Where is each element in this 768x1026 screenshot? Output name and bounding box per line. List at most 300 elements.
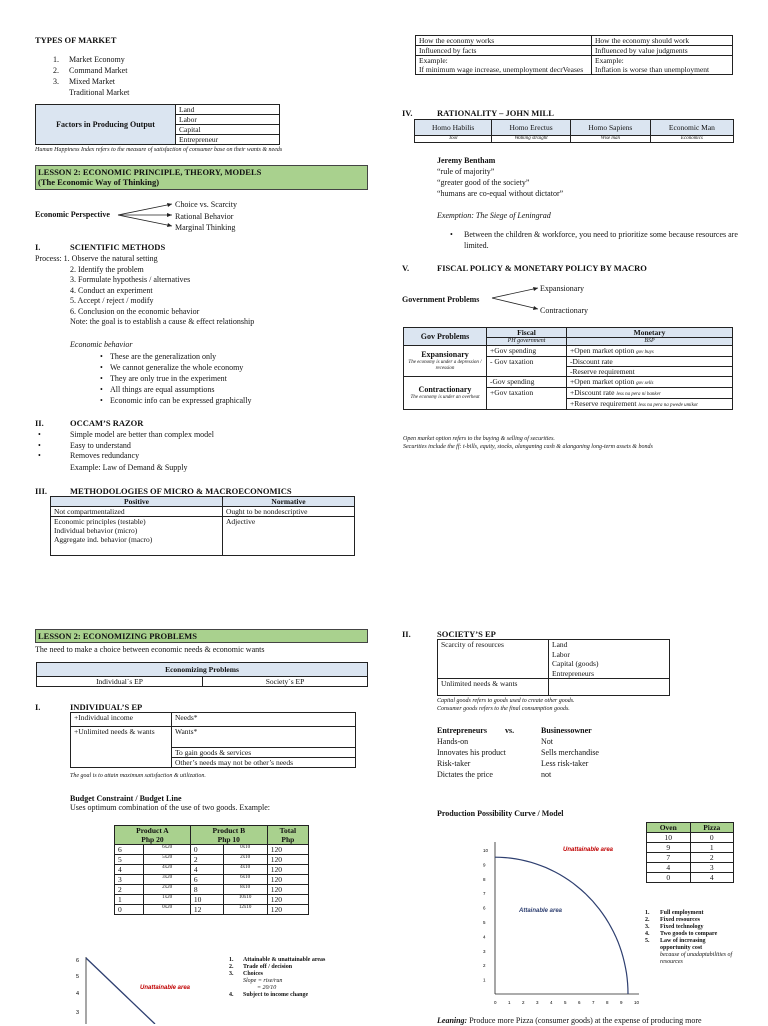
table-cell: Economic principles (testable) <box>51 517 223 527</box>
table-cell <box>549 679 670 696</box>
x-tick-label: 7 <box>592 1000 595 1005</box>
ppc-assumptions <box>645 910 735 966</box>
table-cell: 1 <box>690 843 734 853</box>
formula-cell: 0x20 <box>144 905 191 915</box>
societys-ep-title: SOCIETY’S EP <box>437 629 496 639</box>
header-line: Php 20 <box>141 835 164 844</box>
table-cell: Tool <box>415 136 492 143</box>
header-line: Product A <box>136 826 169 835</box>
column-header: Homo Erectus <box>492 120 571 136</box>
x-tick-label: 8 <box>606 1000 609 1005</box>
column-header: Pizza <box>690 823 734 833</box>
table-cell: How the economy works <box>416 36 592 46</box>
perspective-item: Marginal Thinking <box>175 223 236 232</box>
list-number: 3. <box>229 971 234 977</box>
resource-item: Land <box>552 640 568 649</box>
section-number: II. <box>402 629 411 639</box>
y-tick-label: 5 <box>76 974 80 980</box>
list-number: 2. <box>645 917 650 923</box>
list-item: Attainable & unattainable areas <box>243 957 326 963</box>
table-cell <box>567 388 733 399</box>
list-item: • We cannot generalize the whole economy <box>100 362 252 373</box>
expansionary-label: Expansionary <box>540 284 584 293</box>
quote: “humans are co-equal without dictator” <box>437 189 564 198</box>
table-cell: +Gov taxation <box>487 388 567 399</box>
row-label: Expansionary <box>421 350 469 360</box>
table-cell: 4 <box>190 865 223 875</box>
table-row <box>115 865 309 875</box>
column-header <box>190 826 267 845</box>
economic-behavior-title: Economic behavior <box>70 340 133 349</box>
rationality-title: RATIONALITY – JOHN MILL <box>437 108 554 118</box>
fiscal-monetary-title: FISCAL POLICY & MONETARY POLICY BY MACRO <box>437 263 647 273</box>
ppc-curve <box>495 857 628 994</box>
list-item: • All things are equal assumptions <box>100 384 252 395</box>
list-subitem: because of unadaptabilities of resources <box>660 952 733 965</box>
rationality-table <box>414 119 734 143</box>
ppc-graph <box>475 838 645 1016</box>
formula-cell: 5x20 <box>144 855 191 865</box>
positive-normative-table <box>415 35 733 75</box>
y-tick-label: 6 <box>483 905 486 911</box>
table-row <box>647 873 734 883</box>
table-cell: Inflation is worse than unemployment <box>592 65 733 75</box>
list-subitem: Slope = rise/run <box>243 978 283 984</box>
column-header: Gov Problems <box>404 328 487 346</box>
table-cell: 7 <box>647 853 691 863</box>
y-tick-label: 2 <box>483 963 486 969</box>
budget-line-graph <box>70 952 220 1024</box>
leaning-label: Leaning: <box>437 1016 468 1025</box>
resource-item: Labor <box>552 649 570 659</box>
table-cell: To gain goods & services <box>172 748 356 758</box>
consumer-goods-note: Consumer goods refers to the final consumption goods. <box>437 706 570 712</box>
methodologies-title: METHODOLOGIES OF MICRO & MACROECONOMICS <box>70 486 292 496</box>
formula-cell: 1x20 <box>144 895 191 905</box>
factor-cell: Labor <box>176 115 280 125</box>
table-row <box>115 875 309 885</box>
cell-text: +Open market option <box>570 346 635 356</box>
factor-cell: Capital <box>176 125 280 135</box>
table-cell: 120 <box>267 875 308 885</box>
table-cell: Other’s needs may not be other’s needs <box>172 758 356 768</box>
table-cell: Individual behavior (micro) <box>51 526 223 535</box>
table-cell: +Gov spending <box>487 346 567 357</box>
goal-note: The goal is to attain maximum satisfaction & utilization. <box>70 773 206 779</box>
table-cell: 10 <box>647 833 691 843</box>
table-cell <box>487 399 567 410</box>
table-cell: 0 <box>190 845 223 855</box>
list-number: 3. <box>53 77 59 86</box>
table-row <box>115 905 309 915</box>
y-tick-label: 4 <box>76 991 80 997</box>
table-cell: +Unlimited needs & wants <box>71 727 172 768</box>
table-cell: Wants* <box>172 727 356 748</box>
list-item: Dictates the price <box>437 770 493 779</box>
contractionary-cell <box>404 377 487 410</box>
table-cell: 3 <box>690 863 734 873</box>
scientific-methods-title: SCIENTIFIC METHODS <box>70 242 166 252</box>
table-cell: Not compartmentalized <box>51 507 223 517</box>
header-line: Php <box>281 835 295 844</box>
table-cell: 0 <box>690 833 734 843</box>
formula-cell: 6x10 <box>223 875 267 885</box>
section-number: II. <box>35 418 44 428</box>
column-header <box>267 826 308 845</box>
table-cell: 1 <box>115 895 144 905</box>
leaning-note <box>437 1016 702 1026</box>
factor-cell: Land <box>176 105 280 115</box>
cell-note: less na pera na pwede umikot <box>638 403 698 409</box>
table-cell: 12 <box>190 905 223 915</box>
formula-cell: 2x20 <box>144 885 191 895</box>
column-header: Homo Habilis <box>415 120 492 136</box>
y-tick-label: 3 <box>483 948 486 954</box>
lesson-subtitle: (The Economic Way of Thinking) <box>38 177 160 188</box>
budget-constraint-desc: Uses optimum combination of the use of two goods. Example: <box>70 803 270 812</box>
businessowner-column <box>541 736 599 780</box>
table-cell: How the economy should work <box>592 36 733 46</box>
y-tick-label: 8 <box>483 876 486 882</box>
economic-perspective-label: Economic Perspective <box>35 210 110 219</box>
table-cell: 120 <box>267 905 308 915</box>
economic-behavior-list <box>100 351 252 406</box>
y-tick-label: 5 <box>483 920 486 925</box>
table-cell: 0 <box>647 873 691 883</box>
list-item: • Between the children & workforce, you need to prioritize some because resources are limited. <box>450 230 740 251</box>
column-header: Normative <box>223 497 355 507</box>
x-tick-label: 3 <box>536 1000 539 1005</box>
cell-text: +Discount rate <box>570 388 615 398</box>
cell-note: gov buys <box>636 350 654 356</box>
budget-constraint-title: Budget Constraint / Budget Line <box>70 794 182 803</box>
table-cell: 2 <box>190 855 223 865</box>
list-number: 4. <box>229 992 234 998</box>
table-cell: Adjective <box>223 517 355 556</box>
column-header: Fiscal <box>487 328 567 338</box>
section-number: IV. <box>402 108 413 118</box>
list-item: Two goods to compare <box>660 931 718 937</box>
table-cell: 3 <box>115 875 144 885</box>
table-cell: 120 <box>267 845 308 855</box>
list-item: Trade off / decision <box>243 964 293 970</box>
perspective-items <box>175 199 237 234</box>
factors-table <box>35 104 280 145</box>
list-item: Sells merchandise <box>541 748 599 757</box>
formula-cell: 2x10 <box>223 855 267 865</box>
x-tick-label: 1 <box>508 1000 511 1005</box>
y-tick-label: 7 <box>483 891 486 897</box>
table-cell: Unlimited needs & wants <box>438 679 549 696</box>
list-item: • They are only true in the experiment <box>100 373 252 384</box>
exemption-note: Exemption: The Siege of Leningrad <box>437 211 551 220</box>
column-header: Oven <box>647 823 691 833</box>
contractionary-label: Contractionary <box>540 306 588 315</box>
column-subheader: PH government <box>487 338 567 346</box>
table-cell: 8 <box>190 885 223 895</box>
table-cell: 5 <box>115 855 144 865</box>
lesson-banner-economizing: LESSON 2: ECONOMIZING PROBLEMS <box>35 629 368 643</box>
list-item: Traditional Market <box>69 88 130 97</box>
table-cell: 120 <box>267 885 308 895</box>
table-cell: Society`s EP <box>203 677 368 687</box>
list-number: 4. <box>645 931 650 937</box>
list-item: • These are the generalization only <box>100 351 252 362</box>
budget-rows <box>115 845 309 915</box>
list-item: Mixed Market <box>69 77 115 86</box>
list-subitem: = 20/10 <box>257 985 277 991</box>
methodologies-table <box>50 496 355 556</box>
factor-cell: Entrepreneur <box>176 135 280 145</box>
list-number: 1. <box>53 55 59 64</box>
x-tick-label: 4 <box>550 1000 553 1005</box>
process-note: Note: the goal is to establish a cause & effect relationship <box>70 317 255 326</box>
list-item: Fixed technology <box>660 924 704 930</box>
table-cell: 120 <box>267 895 308 905</box>
section-number: I. <box>35 242 41 252</box>
x-tick-label: 10 <box>634 1000 640 1005</box>
list-item: • Economic info can be expressed graphically <box>100 395 252 406</box>
resource-item: Capital (goods) <box>552 659 599 668</box>
perspective-arrows <box>116 200 176 230</box>
row-note: The economy is under a depression / recession <box>408 359 482 371</box>
process-steps <box>35 254 254 328</box>
table-row <box>115 855 309 865</box>
table-cell: Influenced by value judgments <box>592 46 733 56</box>
table-row <box>115 895 309 905</box>
table-cell: 4 <box>690 873 734 883</box>
column-subheader: BSP <box>567 338 733 346</box>
section-number: I. <box>35 702 41 712</box>
table-cell: Aggregate ind. behavior (macro) <box>51 535 223 555</box>
table-cell: 9 <box>647 843 691 853</box>
between-list <box>450 230 740 251</box>
formula-cell: 6x20 <box>144 845 191 855</box>
table-cell <box>567 346 733 357</box>
x-tick-label: 5 <box>564 1000 567 1005</box>
list-item: • Removes redundancy <box>38 451 358 462</box>
ppc-axes <box>483 842 640 1005</box>
row-label: Contractionary <box>418 385 472 395</box>
vs-label: vs. <box>505 726 515 735</box>
table-cell: Influenced by facts <box>416 46 592 56</box>
cell-note: gov sells <box>636 381 654 387</box>
formula-cell: 8x10 <box>223 885 267 895</box>
formula-cell: 0x10 <box>223 845 267 855</box>
cell-text: +Reserve requirement <box>570 399 637 409</box>
individuals-ep-table <box>70 712 356 768</box>
formula-cell: 10x10 <box>223 895 267 905</box>
occams-razor-list <box>38 430 358 462</box>
list-item: Risk-taker <box>437 759 471 768</box>
list-number: 1. <box>229 957 234 963</box>
column-header: Homo Sapiens <box>570 120 650 136</box>
table-cell: Scarcity of resources <box>438 640 549 679</box>
quote: “rule of majority” <box>437 167 495 176</box>
column-header: Monetary <box>567 328 733 338</box>
oven-pizza-table <box>646 822 734 883</box>
table-row <box>647 833 734 843</box>
list-item: Command Market <box>69 66 128 75</box>
list-item: • Easy to understand <box>38 441 358 452</box>
cell-note: less na pera ni banker <box>616 392 661 398</box>
entrepreneur-column <box>437 736 506 780</box>
list-number: 2. <box>53 66 59 75</box>
table-cell: 10 <box>190 895 223 905</box>
perspective-item: Choice vs. Scarcity <box>175 200 237 209</box>
y-tick-label: 9 <box>483 862 486 868</box>
table-cell: Economics <box>650 136 733 143</box>
fiscal-monetary-table <box>403 327 733 410</box>
table-cell <box>487 367 567 377</box>
capital-goods-note: Capital goods refers to goods used to create other goods. <box>437 698 575 704</box>
process-step: 3. Formulate hypothesis / alternatives <box>70 275 191 284</box>
securities-note: Securities include the ff: t-bills, equity, stocks, alanganing cash & alanganing long-term assets & bonds <box>403 444 653 450</box>
factors-label: Factors in Producing Output <box>36 105 176 145</box>
header-line: Product B <box>212 826 246 835</box>
column-header: Economic Man <box>650 120 733 136</box>
table-cell: 6 <box>115 845 144 855</box>
x-tick-label: 2 <box>522 1000 525 1005</box>
budget-graph-notes <box>229 957 339 999</box>
table-cell: Needs* <box>172 713 356 727</box>
table-row <box>115 885 309 895</box>
hhi-note: Human Happiness Index refers to the measure of satisfaction of consumer base on their wants & needs <box>35 147 283 153</box>
header-line: Total <box>279 826 297 835</box>
table-row <box>647 863 734 873</box>
table-cell: 4 <box>115 865 144 875</box>
budget-line <box>86 958 155 1024</box>
cell-text: +Open market option <box>570 377 635 387</box>
economizing-problems-table <box>36 662 368 687</box>
row-note: The economy is under an overheat <box>410 394 480 400</box>
list-item: Market Economy <box>69 55 125 64</box>
column-header: Positive <box>51 497 223 507</box>
government-problems-label: Government Problems <box>402 295 480 304</box>
section-number: III. <box>35 486 48 496</box>
list-item: Fixed resources <box>660 917 700 923</box>
list-item: • Simple model are better than complex model <box>38 430 358 441</box>
table-cell: If minimum wage increase, unemployment decrVeases <box>416 65 592 75</box>
x-tick-label: 6 <box>578 1000 581 1005</box>
list-item: Less risk-taker <box>541 759 589 768</box>
list-item: Law of increasing opportunity cost <box>660 938 706 951</box>
list-item: Not <box>541 737 553 746</box>
table-cell: Example: <box>592 56 733 66</box>
resources-cell <box>549 640 670 679</box>
process-step: Observe the natural setting <box>71 254 158 263</box>
businessowner-heading: Businessowner <box>541 726 592 735</box>
table-cell: Walking straight <box>492 136 571 143</box>
formula-cell: 4x10 <box>223 865 267 875</box>
process-step: 2. Identify the problem <box>70 264 144 274</box>
oven-pizza-rows <box>647 833 734 883</box>
list-number: 1. <box>645 910 650 916</box>
resource-item: Entrepreneurs <box>552 668 595 678</box>
table-cell: -Gov spending <box>487 377 567 388</box>
list-number: 5. <box>645 938 650 944</box>
table-cell <box>567 377 733 388</box>
table-cell: - Gov taxation <box>487 357 567 367</box>
table-cell: 6 <box>190 875 223 885</box>
occams-example: Example: Law of Demand & Supply <box>70 463 188 472</box>
table-cell <box>567 399 733 410</box>
x-tick-label: 0 <box>494 1000 497 1005</box>
societys-ep-table <box>437 639 670 696</box>
types-of-market-title: TYPES OF MARKET <box>35 35 117 45</box>
attainable-label: Attainable area <box>519 908 563 914</box>
y-tick-label: 1 <box>483 977 486 983</box>
table-cell: 4 <box>647 863 691 873</box>
list-number: 2. <box>229 964 234 970</box>
table-cell: -Discount rate <box>567 357 733 367</box>
table-cell: 2 <box>690 853 734 863</box>
perspective-item: Rational Behavior <box>175 211 234 221</box>
table-cell: Ought to be nondescriptive <box>223 507 355 517</box>
table-row <box>647 843 734 853</box>
entrepreneurs-heading: Entrepreneurs <box>437 726 487 735</box>
y-tick-label: 4 <box>483 934 486 940</box>
formula-cell: 12x10 <box>223 905 267 915</box>
list-item: Choices <box>243 971 263 977</box>
lesson-banner-principles <box>35 165 368 190</box>
types-of-market-list <box>53 54 129 98</box>
table-cell: +Individual income <box>71 713 172 727</box>
process-step: 4. Conduct an experiment <box>70 285 153 295</box>
unattainable-label: Unattainable area <box>563 847 614 853</box>
table-cell: 120 <box>267 865 308 875</box>
government-arrows <box>490 284 542 314</box>
section-number: V. <box>402 263 410 273</box>
table-cell: Wise man <box>570 136 650 143</box>
process-step: 5. Accept / reject / modify <box>70 296 154 305</box>
lesson-title: LESSON 2: ECONOMIC PRINCIPLE, THEORY, MODELS <box>38 167 262 177</box>
list-item: not <box>541 770 552 779</box>
x-tick-label: 9 <box>620 1000 623 1005</box>
bentham-quotes <box>437 166 563 199</box>
ppc-title: Production Possibility Curve / Model <box>437 809 564 818</box>
list-item: Innovates his product <box>437 748 506 757</box>
unattainable-label: Unattainable area <box>140 985 191 991</box>
table-row <box>647 853 734 863</box>
table-cell: 2 <box>115 885 144 895</box>
y-tick-label: 6 <box>76 958 80 964</box>
table-cell: 0 <box>115 905 144 915</box>
quote: “greater good of the society” <box>437 178 530 187</box>
table-row <box>115 845 309 855</box>
budget-table <box>114 825 309 915</box>
open-market-note: Open market option refers to the buying & selling of securities. <box>403 436 555 442</box>
table-cell: 120 <box>267 855 308 865</box>
occams-razor-title: OCCAM’S RAZOR <box>70 418 144 428</box>
list-item: Hands-on <box>437 737 469 746</box>
table-header: Economizing Problems <box>37 663 368 677</box>
formula-cell: 3x20 <box>144 875 191 885</box>
individuals-ep-title: INDIVIDUAL’S EP <box>70 702 143 712</box>
header-line: Php 10 <box>217 835 240 844</box>
list-number: 3. <box>645 924 650 930</box>
table-cell: Individual`s EP <box>37 677 203 687</box>
bentham-name: Jeremy Bentham <box>437 156 496 165</box>
expansionary-cell <box>404 346 487 377</box>
y-tick-label: 3 <box>76 1010 80 1016</box>
process-step: 6. Conclusion on the economic behavior <box>70 306 200 316</box>
column-header <box>115 826 191 845</box>
y-tick-label: 10 <box>483 848 489 853</box>
leaning-text: Produce more Pizza (consumer goods) at the expense of producing more <box>469 1016 702 1025</box>
list-item: Subject to income change <box>243 992 309 998</box>
table-cell: Example: <box>416 56 592 66</box>
